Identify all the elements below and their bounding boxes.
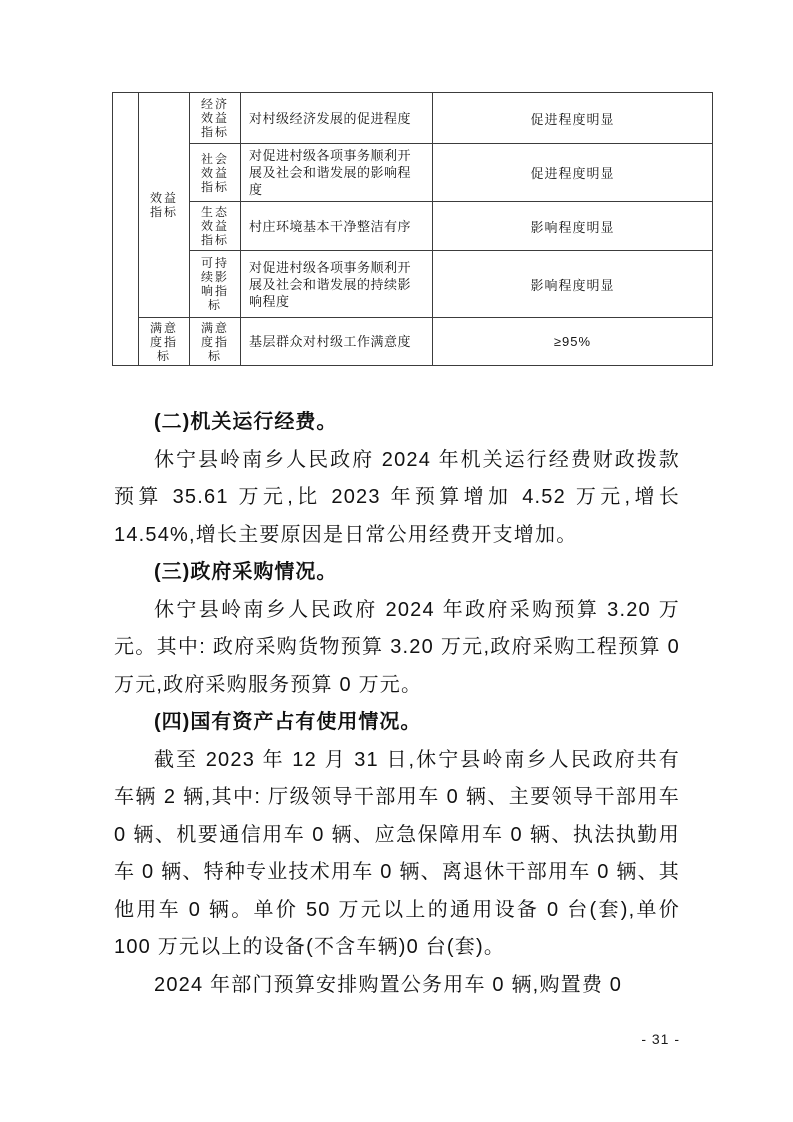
table-value-cell: 影响程度明显 <box>433 251 713 318</box>
table-category-benefit: 效益指标 <box>139 93 190 318</box>
table-indicator-cell: 满意度指标 <box>190 318 241 366</box>
table-indicator-cell: 社会效益指标 <box>190 144 241 202</box>
table-row <box>113 202 713 251</box>
section-agency-operating-expenses <box>114 404 680 554</box>
section-heading: (三)政府采购情况。 <box>154 561 338 583</box>
table-description-cell: 对促进村级各项事务顺利开展及社会和谐发展的持续影响程度 <box>241 251 433 318</box>
table-row <box>113 318 713 366</box>
section-heading: (四)国有资产占有使用情况。 <box>154 711 422 733</box>
table-value-cell: 影响程度明显 <box>433 202 713 251</box>
table-category-satisfaction: 满意度指标 <box>139 318 190 366</box>
table-row <box>113 144 713 202</box>
paragraph: 截至 2023 年 12 月 31 日,休宁县岭南乡人民政府共有车辆 2 辆,其中: 厅级领导干部用车 0 辆、主要领导干部用车 0 辆、机要通信用车 0 辆、应急保障用车 0 辆、执法执勤用车 0 辆、特种专业技术用车 0 辆、离退休干部用车 0 辆、其他用车 0 辆。单价 50 万元以上的通用设备 0 台(套),单价 100 万元以上的设备(不含车辆)0 台(套)。 <box>114 748 680 958</box>
table-indicator-cell: 可持续影响指标 <box>190 251 241 318</box>
section-state-owned-assets <box>114 704 680 1004</box>
table-description-cell: 对促进村级各项事务顺利开展及社会和谐发展的影响程度 <box>241 144 433 202</box>
paragraph: 2024 年部门预算安排购置公务用车 0 辆,购置费 0 <box>154 973 623 996</box>
paragraph: 休宁县岭南乡人民政府 2024 年机关运行经费财政拨款预算 35.61 万元,比 2023 年预算增加 4.52 万元,增长 14.54%,增长主要原因是日常公用经费开支增加。 <box>114 448 680 546</box>
document-body <box>114 404 680 1004</box>
table-indicator-cell: 经济效益指标 <box>190 93 241 144</box>
section-government-procurement <box>114 554 680 704</box>
table-description-cell: 基层群众对村级工作满意度 <box>241 318 433 366</box>
table-row <box>113 251 713 318</box>
table-empty-cell <box>113 93 139 366</box>
table-value-cell: ≥95% <box>433 318 713 366</box>
table-indicator-cell: 生态效益指标 <box>190 202 241 251</box>
table-value-cell: 促进程度明显 <box>433 93 713 144</box>
page-number: - 31 - <box>641 1031 680 1047</box>
table-description-cell: 村庄环境基本干净整洁有序 <box>241 202 433 251</box>
table-value-cell: 促进程度明显 <box>433 144 713 202</box>
section-heading: (二)机关运行经费。 <box>154 411 338 433</box>
paragraph: 休宁县岭南乡人民政府 2024 年政府采购预算 3.20 万元。其中: 政府采购货物预算 3.20 万元,政府采购工程预算 0 万元,政府采购服务预算 0 万元。 <box>114 598 680 696</box>
table-description-cell: 对村级经济发展的促进程度 <box>241 93 433 144</box>
performance-indicator-table <box>112 92 713 366</box>
table-row <box>113 93 713 144</box>
